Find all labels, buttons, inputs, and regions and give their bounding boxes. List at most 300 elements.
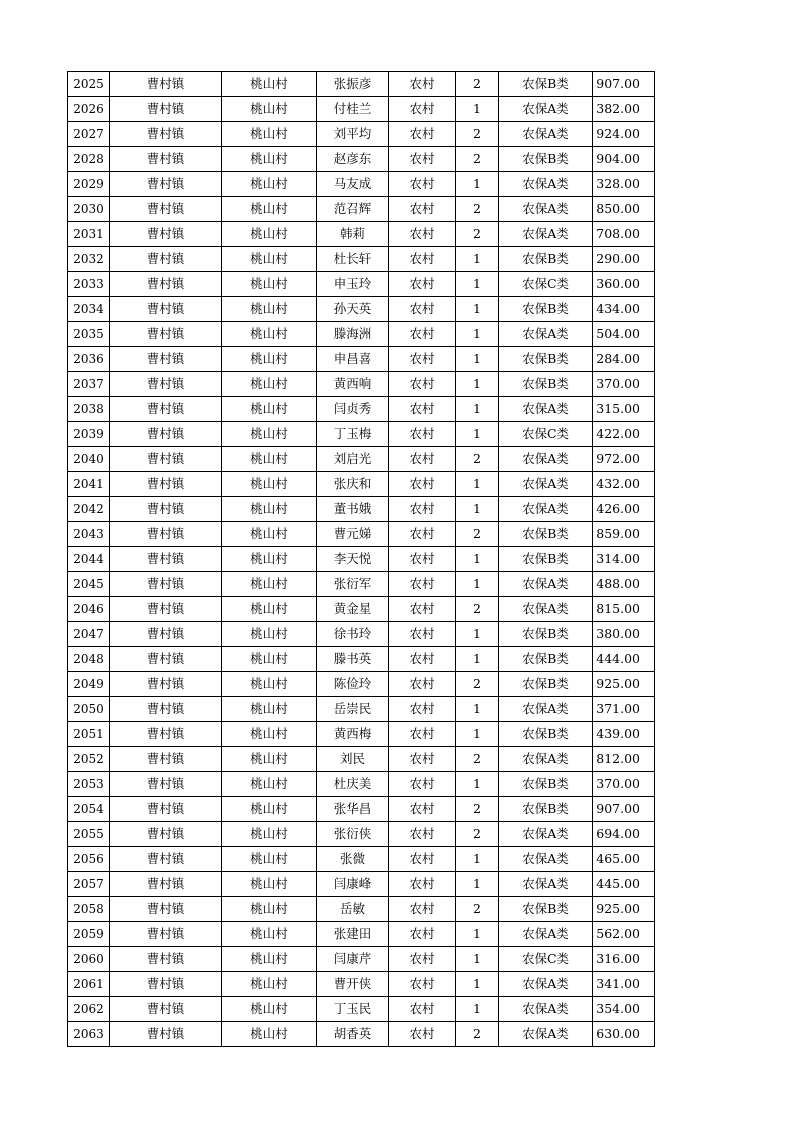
cell-category: 农保A类: [499, 597, 593, 622]
table-row: [68, 997, 655, 1022]
cell-category: 农保A类: [499, 747, 593, 772]
cell-count: 1: [456, 97, 499, 122]
cell-village: 桃山村: [222, 797, 317, 822]
cell-village: 桃山村: [222, 247, 317, 272]
cell-id: 2053: [68, 772, 110, 797]
cell-amount: 445.00: [593, 872, 655, 897]
cell-id: 2042: [68, 497, 110, 522]
cell-amount: 382.00: [593, 97, 655, 122]
cell-name: 范召辉: [317, 197, 389, 222]
cell-count: 1: [456, 697, 499, 722]
cell-area-type: 农村: [389, 222, 456, 247]
cell-category: 农保A类: [499, 847, 593, 872]
cell-village: 桃山村: [222, 422, 317, 447]
table-row: [68, 322, 655, 347]
cell-count: 2: [456, 672, 499, 697]
cell-village: 桃山村: [222, 147, 317, 172]
cell-village: 桃山村: [222, 722, 317, 747]
cell-count: 2: [456, 447, 499, 472]
cell-count: 2: [456, 1022, 499, 1047]
cell-category: 农保A类: [499, 697, 593, 722]
cell-category: 农保A类: [499, 822, 593, 847]
cell-village: 桃山村: [222, 222, 317, 247]
cell-village: 桃山村: [222, 547, 317, 572]
table-row: [68, 622, 655, 647]
cell-area-type: 农村: [389, 647, 456, 672]
table-row: [68, 147, 655, 172]
cell-village: 桃山村: [222, 522, 317, 547]
cell-town: 曹村镇: [110, 297, 222, 322]
cell-amount: 432.00: [593, 472, 655, 497]
cell-area-type: 农村: [389, 847, 456, 872]
cell-name: 杜长轩: [317, 247, 389, 272]
cell-count: 2: [456, 897, 499, 922]
cell-area-type: 农村: [389, 397, 456, 422]
cell-category: 农保B类: [499, 672, 593, 697]
cell-area-type: 农村: [389, 822, 456, 847]
cell-name: 赵彦东: [317, 147, 389, 172]
cell-amount: 694.00: [593, 822, 655, 847]
table-row: [68, 872, 655, 897]
cell-village: 桃山村: [222, 697, 317, 722]
cell-amount: 907.00: [593, 72, 655, 97]
cell-category: 农保B类: [499, 722, 593, 747]
cell-area-type: 农村: [389, 272, 456, 297]
cell-id: 2025: [68, 72, 110, 97]
table-row: [68, 422, 655, 447]
cell-amount: 434.00: [593, 297, 655, 322]
cell-amount: 859.00: [593, 522, 655, 547]
table-row: [68, 72, 655, 97]
cell-category: 农保B类: [499, 347, 593, 372]
cell-town: 曹村镇: [110, 772, 222, 797]
cell-area-type: 农村: [389, 422, 456, 447]
cell-area-type: 农村: [389, 697, 456, 722]
cell-village: 桃山村: [222, 622, 317, 647]
cell-count: 1: [456, 397, 499, 422]
cell-name: 刘启光: [317, 447, 389, 472]
cell-area-type: 农村: [389, 1022, 456, 1047]
cell-amount: 925.00: [593, 672, 655, 697]
cell-id: 2054: [68, 797, 110, 822]
cell-town: 曹村镇: [110, 747, 222, 772]
cell-id: 2055: [68, 822, 110, 847]
cell-village: 桃山村: [222, 197, 317, 222]
table-body: [68, 72, 655, 1047]
cell-village: 桃山村: [222, 897, 317, 922]
cell-id: 2027: [68, 122, 110, 147]
cell-name: 韩莉: [317, 222, 389, 247]
table-row: [68, 822, 655, 847]
cell-id: 2030: [68, 197, 110, 222]
cell-id: 2052: [68, 747, 110, 772]
cell-area-type: 农村: [389, 547, 456, 572]
cell-town: 曹村镇: [110, 597, 222, 622]
table-row: [68, 597, 655, 622]
cell-count: 2: [456, 197, 499, 222]
table-row: [68, 97, 655, 122]
cell-village: 桃山村: [222, 172, 317, 197]
cell-id: 2040: [68, 447, 110, 472]
cell-village: 桃山村: [222, 472, 317, 497]
cell-name: 董书娥: [317, 497, 389, 522]
cell-amount: 314.00: [593, 547, 655, 572]
cell-count: 1: [456, 572, 499, 597]
cell-area-type: 农村: [389, 247, 456, 272]
cell-category: 农保A类: [499, 222, 593, 247]
cell-amount: 815.00: [593, 597, 655, 622]
cell-id: 2036: [68, 347, 110, 372]
cell-count: 1: [456, 297, 499, 322]
cell-area-type: 农村: [389, 447, 456, 472]
cell-area-type: 农村: [389, 522, 456, 547]
cell-id: 2032: [68, 247, 110, 272]
table-row: [68, 247, 655, 272]
cell-id: 2044: [68, 547, 110, 572]
cell-town: 曹村镇: [110, 447, 222, 472]
cell-amount: 488.00: [593, 572, 655, 597]
cell-town: 曹村镇: [110, 872, 222, 897]
cell-name: 黄西梅: [317, 722, 389, 747]
cell-village: 桃山村: [222, 872, 317, 897]
table-row: [68, 1022, 655, 1047]
cell-category: 农保A类: [499, 872, 593, 897]
table-row: [68, 172, 655, 197]
cell-category: 农保A类: [499, 922, 593, 947]
cell-category: 农保A类: [499, 497, 593, 522]
cell-count: 1: [456, 322, 499, 347]
cell-town: 曹村镇: [110, 172, 222, 197]
cell-area-type: 农村: [389, 97, 456, 122]
cell-village: 桃山村: [222, 947, 317, 972]
cell-id: 2029: [68, 172, 110, 197]
cell-name: 申玉玲: [317, 272, 389, 297]
cell-id: 2061: [68, 972, 110, 997]
cell-count: 2: [456, 597, 499, 622]
cell-count: 1: [456, 172, 499, 197]
cell-id: 2037: [68, 372, 110, 397]
cell-amount: 371.00: [593, 697, 655, 722]
table-row: [68, 672, 655, 697]
cell-town: 曹村镇: [110, 197, 222, 222]
cell-village: 桃山村: [222, 272, 317, 297]
cell-id: 2062: [68, 997, 110, 1022]
cell-id: 2048: [68, 647, 110, 672]
cell-village: 桃山村: [222, 572, 317, 597]
cell-town: 曹村镇: [110, 497, 222, 522]
cell-count: 2: [456, 147, 499, 172]
cell-name: 丁玉梅: [317, 422, 389, 447]
cell-town: 曹村镇: [110, 822, 222, 847]
cell-village: 桃山村: [222, 122, 317, 147]
cell-area-type: 农村: [389, 947, 456, 972]
cell-area-type: 农村: [389, 897, 456, 922]
cell-amount: 316.00: [593, 947, 655, 972]
cell-amount: 850.00: [593, 197, 655, 222]
cell-amount: 341.00: [593, 972, 655, 997]
cell-town: 曹村镇: [110, 122, 222, 147]
cell-count: 1: [456, 622, 499, 647]
cell-village: 桃山村: [222, 1022, 317, 1047]
cell-town: 曹村镇: [110, 547, 222, 572]
cell-category: 农保A类: [499, 472, 593, 497]
data-table: [67, 71, 655, 1047]
cell-amount: 812.00: [593, 747, 655, 772]
cell-id: 2060: [68, 947, 110, 972]
table-row: [68, 947, 655, 972]
cell-area-type: 农村: [389, 297, 456, 322]
cell-count: 1: [456, 722, 499, 747]
cell-name: 张微: [317, 847, 389, 872]
cell-amount: 907.00: [593, 797, 655, 822]
cell-amount: 465.00: [593, 847, 655, 872]
cell-name: 杜庆美: [317, 772, 389, 797]
cell-category: 农保A类: [499, 97, 593, 122]
cell-id: 2026: [68, 97, 110, 122]
cell-amount: 708.00: [593, 222, 655, 247]
cell-name: 马友成: [317, 172, 389, 197]
cell-amount: 972.00: [593, 447, 655, 472]
cell-name: 张建田: [317, 922, 389, 947]
cell-id: 2057: [68, 872, 110, 897]
cell-id: 2045: [68, 572, 110, 597]
cell-area-type: 农村: [389, 72, 456, 97]
table-row: [68, 572, 655, 597]
table-row: [68, 897, 655, 922]
table-row: [68, 347, 655, 372]
cell-id: 2058: [68, 897, 110, 922]
cell-category: 农保A类: [499, 197, 593, 222]
cell-count: 2: [456, 797, 499, 822]
cell-town: 曹村镇: [110, 147, 222, 172]
cell-id: 2033: [68, 272, 110, 297]
cell-name: 徐书玲: [317, 622, 389, 647]
cell-count: 2: [456, 747, 499, 772]
cell-id: 2034: [68, 297, 110, 322]
cell-town: 曹村镇: [110, 322, 222, 347]
table-row: [68, 222, 655, 247]
cell-category: 农保C类: [499, 947, 593, 972]
cell-town: 曹村镇: [110, 422, 222, 447]
cell-area-type: 农村: [389, 722, 456, 747]
table-row: [68, 447, 655, 472]
cell-count: 1: [456, 547, 499, 572]
cell-village: 桃山村: [222, 372, 317, 397]
cell-village: 桃山村: [222, 297, 317, 322]
cell-name: 张华昌: [317, 797, 389, 822]
cell-name: 黄金星: [317, 597, 389, 622]
cell-amount: 360.00: [593, 272, 655, 297]
cell-count: 2: [456, 72, 499, 97]
cell-name: 岳崇民: [317, 697, 389, 722]
cell-category: 农保B类: [499, 147, 593, 172]
cell-name: 李天悦: [317, 547, 389, 572]
table-row: [68, 797, 655, 822]
cell-category: 农保C类: [499, 422, 593, 447]
cell-count: 1: [456, 997, 499, 1022]
cell-area-type: 农村: [389, 597, 456, 622]
cell-id: 2041: [68, 472, 110, 497]
table-row: [68, 497, 655, 522]
cell-village: 桃山村: [222, 672, 317, 697]
cell-area-type: 农村: [389, 122, 456, 147]
cell-id: 2047: [68, 622, 110, 647]
table-row: [68, 522, 655, 547]
cell-town: 曹村镇: [110, 722, 222, 747]
cell-amount: 370.00: [593, 772, 655, 797]
cell-count: 1: [456, 872, 499, 897]
cell-amount: 426.00: [593, 497, 655, 522]
cell-name: 申昌喜: [317, 347, 389, 372]
cell-village: 桃山村: [222, 322, 317, 347]
table-row: [68, 647, 655, 672]
cell-name: 曹开侠: [317, 972, 389, 997]
cell-category: 农保A类: [499, 1022, 593, 1047]
cell-village: 桃山村: [222, 922, 317, 947]
cell-name: 刘平均: [317, 122, 389, 147]
cell-village: 桃山村: [222, 997, 317, 1022]
cell-id: 2035: [68, 322, 110, 347]
cell-amount: 284.00: [593, 347, 655, 372]
cell-count: 2: [456, 822, 499, 847]
cell-id: 2031: [68, 222, 110, 247]
cell-area-type: 农村: [389, 922, 456, 947]
cell-village: 桃山村: [222, 972, 317, 997]
cell-name: 张振彦: [317, 72, 389, 97]
table-row: [68, 372, 655, 397]
cell-count: 1: [456, 647, 499, 672]
cell-category: 农保B类: [499, 372, 593, 397]
cell-category: 农保A类: [499, 972, 593, 997]
table-row: [68, 472, 655, 497]
cell-town: 曹村镇: [110, 72, 222, 97]
cell-category: 农保A类: [499, 172, 593, 197]
cell-village: 桃山村: [222, 72, 317, 97]
cell-count: 1: [456, 497, 499, 522]
cell-area-type: 农村: [389, 347, 456, 372]
cell-village: 桃山村: [222, 497, 317, 522]
cell-category: 农保B类: [499, 797, 593, 822]
cell-amount: 444.00: [593, 647, 655, 672]
cell-name: 付桂兰: [317, 97, 389, 122]
cell-name: 黄西响: [317, 372, 389, 397]
cell-name: 张衍侠: [317, 822, 389, 847]
cell-category: 农保B类: [499, 247, 593, 272]
cell-count: 1: [456, 472, 499, 497]
table-row: [68, 772, 655, 797]
cell-town: 曹村镇: [110, 572, 222, 597]
cell-name: 岳敏: [317, 897, 389, 922]
cell-village: 桃山村: [222, 822, 317, 847]
cell-amount: 380.00: [593, 622, 655, 647]
table-row: [68, 922, 655, 947]
table-row: [68, 697, 655, 722]
cell-amount: 630.00: [593, 1022, 655, 1047]
cell-town: 曹村镇: [110, 372, 222, 397]
cell-id: 2046: [68, 597, 110, 622]
cell-id: 2043: [68, 522, 110, 547]
table-row: [68, 297, 655, 322]
table-row: [68, 397, 655, 422]
cell-category: 农保A类: [499, 322, 593, 347]
cell-town: 曹村镇: [110, 797, 222, 822]
cell-id: 2038: [68, 397, 110, 422]
cell-village: 桃山村: [222, 597, 317, 622]
table-row: [68, 747, 655, 772]
cell-area-type: 农村: [389, 497, 456, 522]
cell-name: 刘民: [317, 747, 389, 772]
cell-category: 农保B类: [499, 647, 593, 672]
cell-area-type: 农村: [389, 797, 456, 822]
cell-town: 曹村镇: [110, 897, 222, 922]
table-row: [68, 722, 655, 747]
cell-id: 2063: [68, 1022, 110, 1047]
cell-category: 农保A类: [499, 997, 593, 1022]
cell-amount: 370.00: [593, 372, 655, 397]
cell-id: 2050: [68, 697, 110, 722]
cell-town: 曹村镇: [110, 472, 222, 497]
cell-amount: 315.00: [593, 397, 655, 422]
cell-town: 曹村镇: [110, 647, 222, 672]
cell-town: 曹村镇: [110, 672, 222, 697]
cell-area-type: 农村: [389, 772, 456, 797]
cell-count: 1: [456, 347, 499, 372]
cell-village: 桃山村: [222, 97, 317, 122]
cell-area-type: 农村: [389, 322, 456, 347]
cell-category: 农保B类: [499, 772, 593, 797]
cell-count: 1: [456, 372, 499, 397]
cell-amount: 290.00: [593, 247, 655, 272]
cell-name: 张庆和: [317, 472, 389, 497]
cell-count: 1: [456, 847, 499, 872]
cell-area-type: 农村: [389, 147, 456, 172]
cell-amount: 328.00: [593, 172, 655, 197]
cell-village: 桃山村: [222, 397, 317, 422]
cell-amount: 924.00: [593, 122, 655, 147]
cell-name: 丁玉民: [317, 997, 389, 1022]
cell-category: 农保C类: [499, 272, 593, 297]
cell-area-type: 农村: [389, 372, 456, 397]
cell-category: 农保B类: [499, 297, 593, 322]
cell-area-type: 农村: [389, 672, 456, 697]
cell-area-type: 农村: [389, 972, 456, 997]
cell-id: 2059: [68, 922, 110, 947]
cell-village: 桃山村: [222, 347, 317, 372]
table-row: [68, 122, 655, 147]
cell-area-type: 农村: [389, 997, 456, 1022]
cell-area-type: 农村: [389, 172, 456, 197]
cell-id: 2039: [68, 422, 110, 447]
cell-name: 陈俭玲: [317, 672, 389, 697]
cell-area-type: 农村: [389, 747, 456, 772]
cell-count: 1: [456, 922, 499, 947]
cell-count: 1: [456, 972, 499, 997]
table-row: [68, 272, 655, 297]
cell-name: 滕书英: [317, 647, 389, 672]
cell-town: 曹村镇: [110, 97, 222, 122]
cell-area-type: 农村: [389, 572, 456, 597]
cell-name: 曹元娣: [317, 522, 389, 547]
cell-town: 曹村镇: [110, 622, 222, 647]
cell-area-type: 农村: [389, 872, 456, 897]
cell-count: 2: [456, 122, 499, 147]
cell-town: 曹村镇: [110, 522, 222, 547]
cell-name: 闫康芹: [317, 947, 389, 972]
cell-village: 桃山村: [222, 772, 317, 797]
cell-village: 桃山村: [222, 747, 317, 772]
table-row: [68, 197, 655, 222]
cell-name: 孙天英: [317, 297, 389, 322]
